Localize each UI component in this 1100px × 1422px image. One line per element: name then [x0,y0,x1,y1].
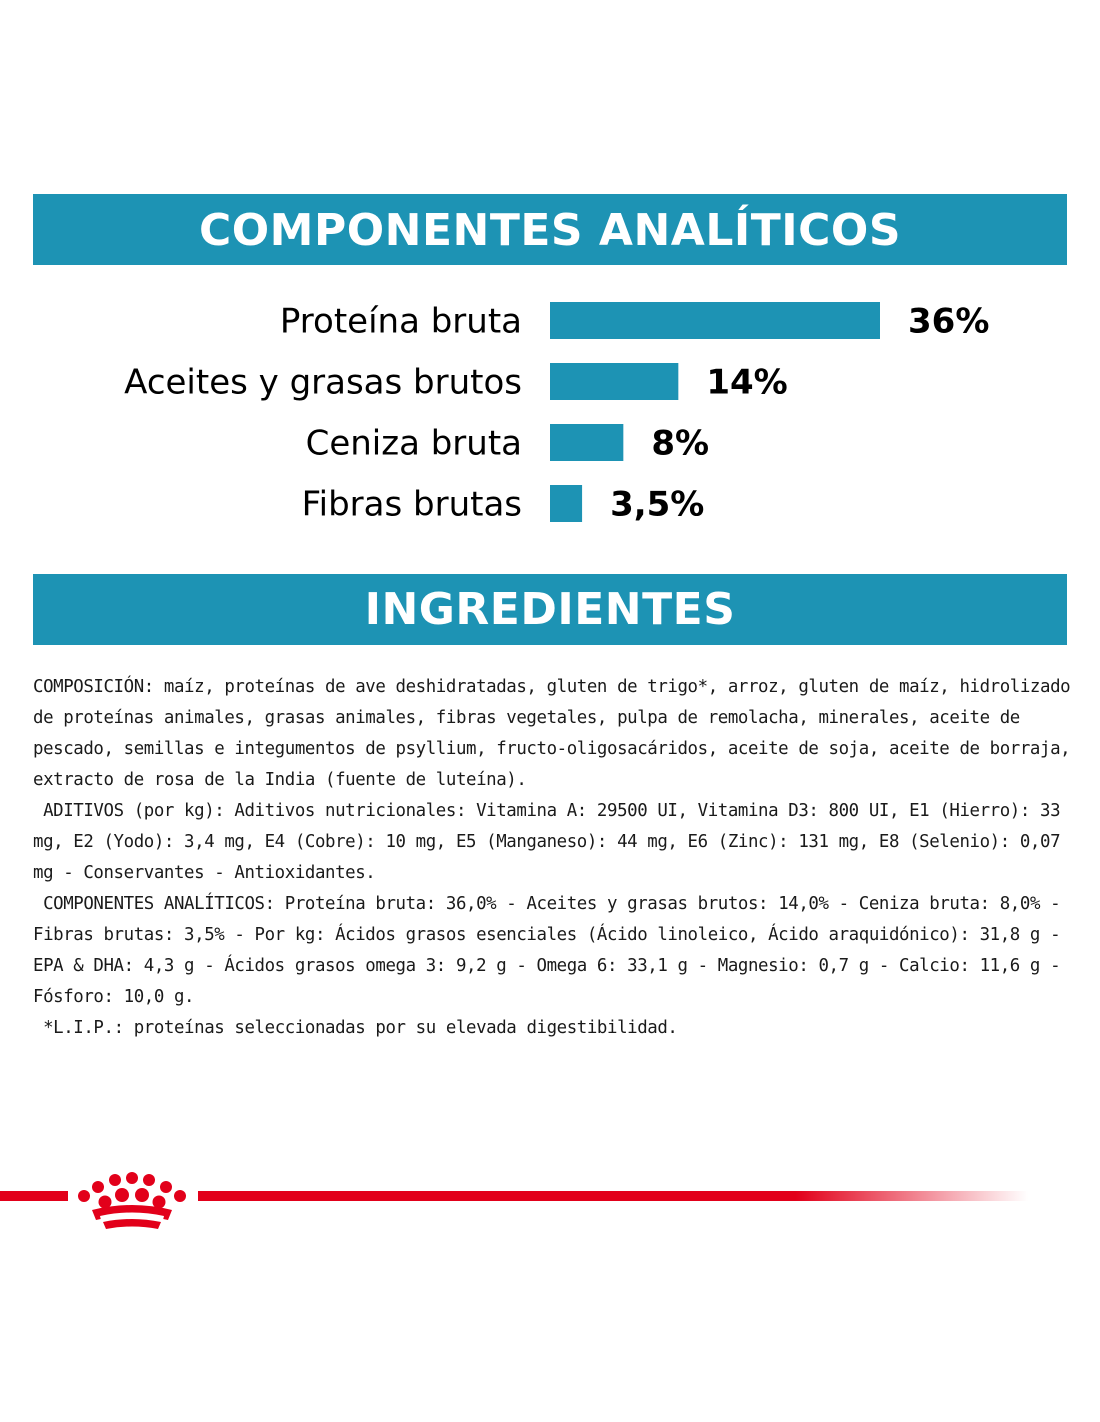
value-label: 36% [908,301,990,342]
footer-line-right [198,1191,1028,1201]
category-label: Fibras brutas [301,484,522,525]
lip-note-paragraph: *L.I.P.: proteínas seleccionadas por su elevada digestibilidad. [33,1018,678,1038]
category-label: Ceniza bruta [305,423,522,464]
analytic-components-title: COMPONENTES ANALÍTICOS [198,205,902,256]
additives-paragraph: ADITIVOS (por kg): Aditivos nutricionales: Vitamina A: 29500 UI, Vitamina D3: 800 UI, E1 (Hierro): 33 mg, E2 (Yodo): 3,4 mg, E4 (Cobre): 10 mg, E5 (Manganeso): 44 mg, E6 (Zinc): 131 mg, E8 (Selenio): 0,07 mg - Conservantes - Antioxidantes. [33,801,1071,883]
bar [550,485,582,522]
value-label: 14% [706,362,788,403]
value-label: 3,5% [610,484,705,525]
category-label: Aceites y grasas brutos [124,362,522,403]
value-label: 8% [651,423,710,464]
category-label: Proteína bruta [279,301,522,342]
analytic-components-paragraph: COMPONENTES ANALÍTICOS: Proteína bruta: 36,0% - Aceites y grasas brutos: 14,0% - Ceniza bruta: 8,0% - Fibras brutas: 3,5% - Por kg: Ácidos grasos esenciales (Ácido linoleico, Ácido araquidónico): 31,8 g - EPA & DHA: 4,3 g - Ácidos grasos omega 3: 9,2 g - Omega 6: 33,1 g - Magnesio: 0,7 g - Calcio: 11,6 g - Fósforo: 10,0 g. [33,894,1071,1007]
ingredients-title: INGREDIENTES [364,584,736,635]
analytic-components-chart [0,290,1100,540]
bar [550,302,880,339]
ingredients-text [33,672,1081,1044]
composition-paragraph: COMPOSICIÓN: maíz, proteínas de ave deshidratadas, gluten de trigo*, arroz, gluten de maíz, hidrolizado de proteínas animales, grasas animales, fibras vegetales, pulpa de remolacha, minerales, aceite de pescado, semillas e integumentos de psyllium, fructo-oligosacáridos, aceite de soja, aceite de borraja, extracto de rosa de la India (fuente de luteína). [33,677,1081,790]
footer-brand-line [0,1172,1100,1232]
bar [550,363,678,400]
ingredients-banner [33,574,1067,645]
footer-line-left [0,1191,68,1201]
bar [550,424,623,461]
royal-crown-icon [78,1172,186,1229]
analytic-components-banner [33,194,1067,265]
